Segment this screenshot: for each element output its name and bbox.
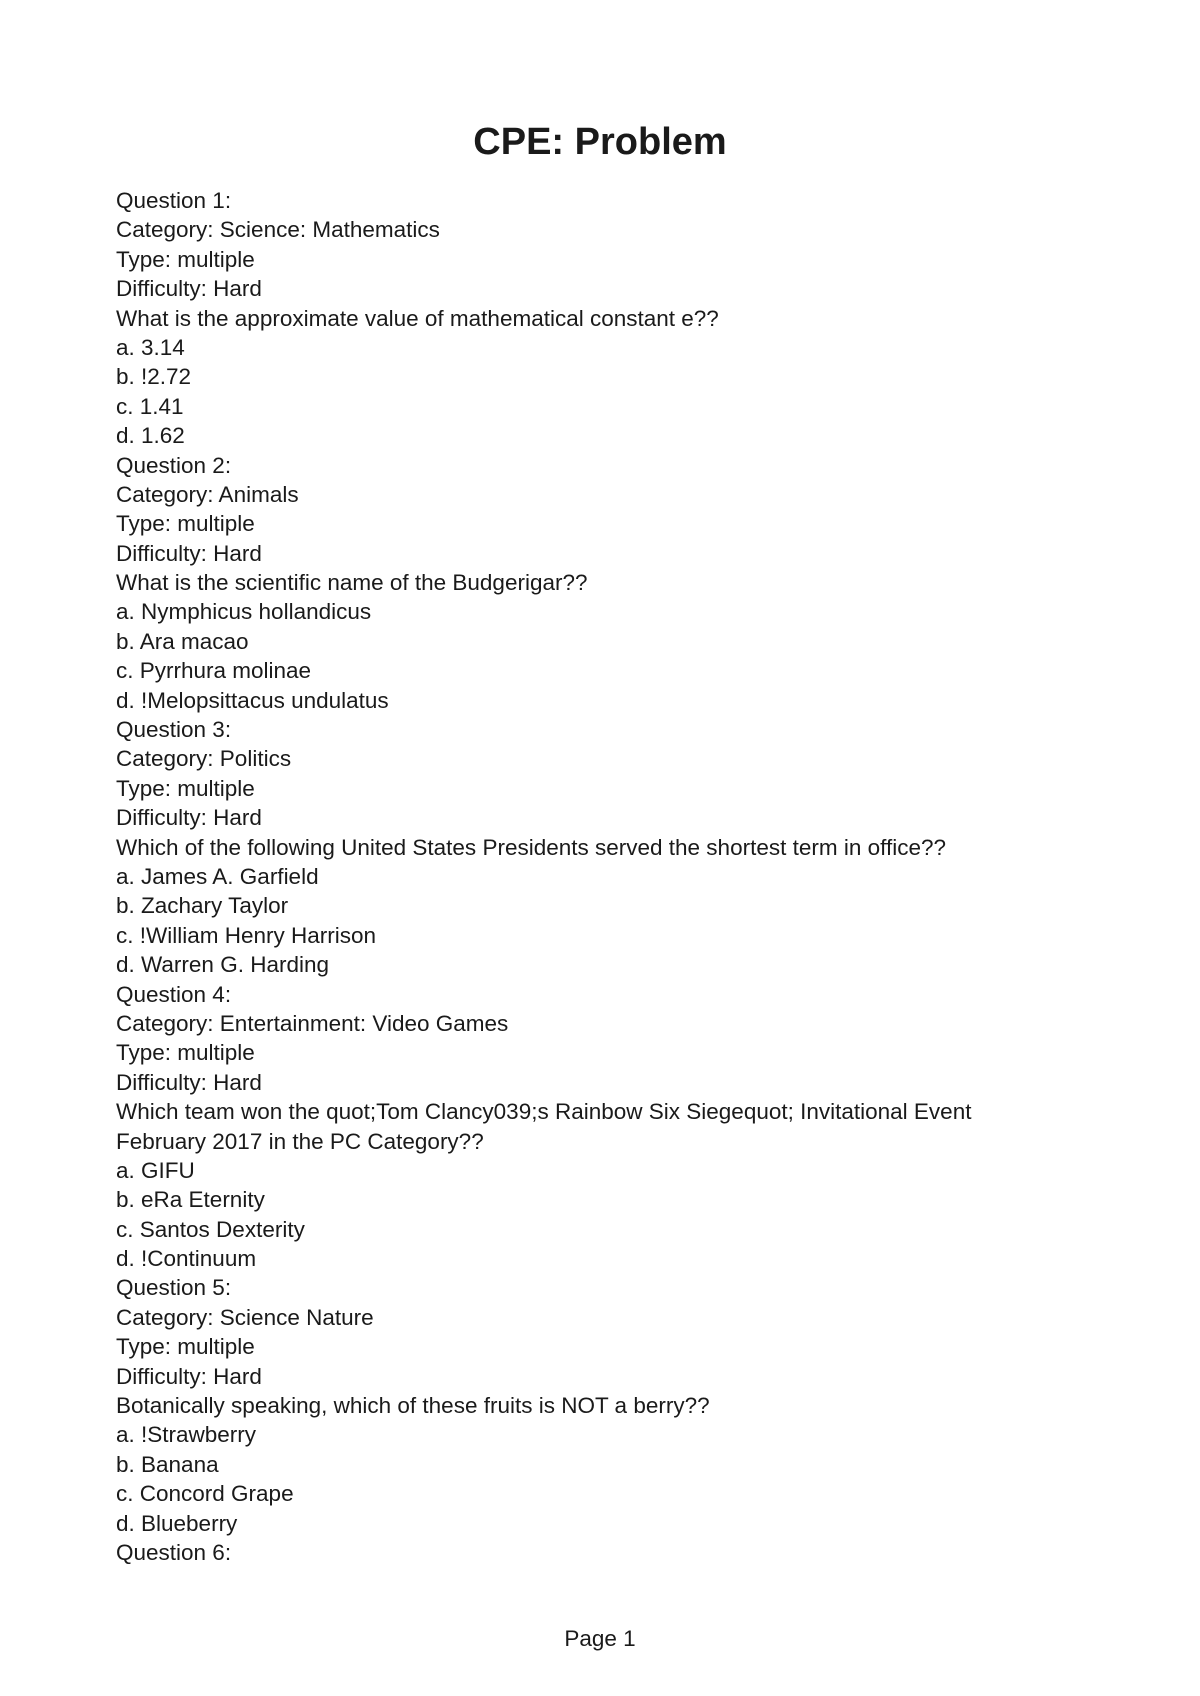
line-option: b. Ara macao xyxy=(116,628,249,654)
line-option: c. Santos Dexterity xyxy=(116,1216,305,1242)
line-option: c. !William Henry Harrison xyxy=(116,922,377,948)
line-option: c. 1.41 xyxy=(116,393,184,419)
line-question-text: What is the scientific name of the Budgerigar?? xyxy=(116,570,588,596)
line-option: d. !Melopsittacus undulatus xyxy=(116,687,389,713)
line-question-number: Question 6: xyxy=(116,1539,232,1565)
line-type: Type: multiple xyxy=(116,511,255,537)
line-question-number: Question 1: xyxy=(116,188,232,213)
line-question-text: Which of the following United States Presidents served the shortest term in office?? xyxy=(116,834,947,860)
line-option: a. !Strawberry xyxy=(116,1422,257,1448)
line-question-number: Question 2: xyxy=(116,452,232,478)
line-option: d. 1.62 xyxy=(116,423,185,449)
line-question-text-continued: February 2017 in the PC Category?? xyxy=(116,1128,484,1154)
line-difficulty: Difficulty: Hard xyxy=(116,276,262,302)
line-difficulty: Difficulty: Hard xyxy=(116,540,262,566)
line-category: Category: Science: Mathematics xyxy=(116,217,440,243)
line-question-text: Which team won the quot;Tom Clancy039;s Rainbow Six Siegequot; Invitational Event xyxy=(116,1099,972,1125)
line-category: Category: Animals xyxy=(116,481,299,507)
line-category: Category: Politics xyxy=(116,746,292,772)
line-category: Category: Science Nature xyxy=(116,1304,374,1330)
line-option: a. Nymphicus hollandicus xyxy=(116,599,372,625)
question-lines xyxy=(116,186,1076,1567)
line-option: a. GIFU xyxy=(116,1157,195,1183)
page-number: Page 1 xyxy=(564,1626,636,1651)
line-option: d. Blueberry xyxy=(116,1510,238,1536)
line-question-number: Question 5: xyxy=(116,1275,232,1301)
document-title: CPE: Problem xyxy=(473,121,727,163)
line-option: a. James A. Garfield xyxy=(116,863,319,889)
line-option: d. !Continuum xyxy=(116,1246,257,1272)
line-difficulty: Difficulty: Hard xyxy=(116,1069,262,1095)
line-difficulty: Difficulty: Hard xyxy=(116,805,262,831)
line-category: Category: Entertainment: Video Games xyxy=(116,1010,509,1036)
line-option: b. Zachary Taylor xyxy=(116,893,289,919)
line-question-number: Question 4: xyxy=(116,981,232,1007)
line-question-text: What is the approximate value of mathematical constant e?? xyxy=(116,305,719,331)
line-difficulty: Difficulty: Hard xyxy=(116,1363,262,1389)
line-option: c. Pyrrhura molinae xyxy=(116,658,312,684)
line-question-text: Botanically speaking, which of these fruits is NOT a berry?? xyxy=(116,1393,710,1419)
line-option: b. Banana xyxy=(116,1451,219,1477)
line-type: Type: multiple xyxy=(116,246,255,272)
line-type: Type: multiple xyxy=(116,775,255,801)
line-option: a. 3.14 xyxy=(116,334,185,360)
line-option: d. Warren G. Harding xyxy=(116,952,329,978)
line-option: c. Concord Grape xyxy=(116,1481,294,1507)
line-option: b. eRa Eternity xyxy=(116,1187,265,1213)
line-type: Type: multiple xyxy=(116,1040,255,1066)
line-type: Type: multiple xyxy=(116,1334,255,1360)
line-question-number: Question 3: xyxy=(116,717,232,743)
line-option: b. !2.72 xyxy=(116,364,192,390)
